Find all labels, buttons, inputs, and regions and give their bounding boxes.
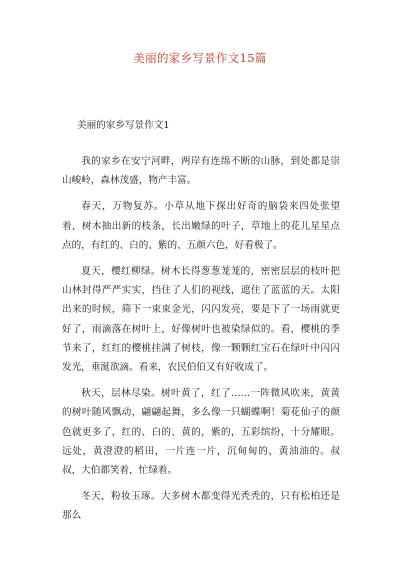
paragraph-spring: 春天，万物复苏。小草从地下探出好奇的脑袋来四处张望着，树木抽出新的枝条，长出嫩绿的叶子，草地上的花儿星星点点的，有红的、白的、紫的、五颜六色，好看极了。: [62, 201, 340, 251]
paragraph-winter: 冬天，粉妆玉琢。大多树木都变得光秃秃的，只有松柏还是那么: [62, 491, 340, 522]
document-title: 美丽的家乡写景作文15篇: [133, 51, 267, 65]
paragraph-intro: 我的家乡在安宁河畔，两岸有连绵不断的山脉，到处都是崇山峻岭，森林茂盛，物产丰富。: [62, 156, 340, 187]
paragraph-autumn: 秋天，层林尽染。树叶黄了，红了……一阵微风吹来，黄黄的树叶随风飘动，翩翩起舞，多么像一只蝴蝶啊！菊花仙子的颜色就更多了，红的、白的、黄的，紫的，五彩缤纷，十分耀眼。远处，黄澄澄的稻田，一片连一片，沉甸甸的，黄油油的。叔叔，大伯都笑着，忙绿着。: [62, 388, 340, 477]
section-heading: 美丽的家乡写景作文1: [77, 120, 170, 131]
essay-body: [62, 152, 340, 533]
paragraph-summer: 夏天，樱红柳绿。树木长得葱葱茏茏的，密密层层的枝叶把山林封得严严实实，挡住了人们的视线，遮住了蓝蓝的天。太阳出来的时候，筛下一束束金光，闪闪发亮，要是下了一场雨就更好了，雨滴落在树叶上，好像树叶也被染绿似的。看，樱桃的季节来了，红红的樱桃挂满了树枝，像一颗颗红宝石在绿叶中闪闪发光，垂涎欲滴。看来，农民伯伯又有好收成了。: [62, 266, 340, 374]
